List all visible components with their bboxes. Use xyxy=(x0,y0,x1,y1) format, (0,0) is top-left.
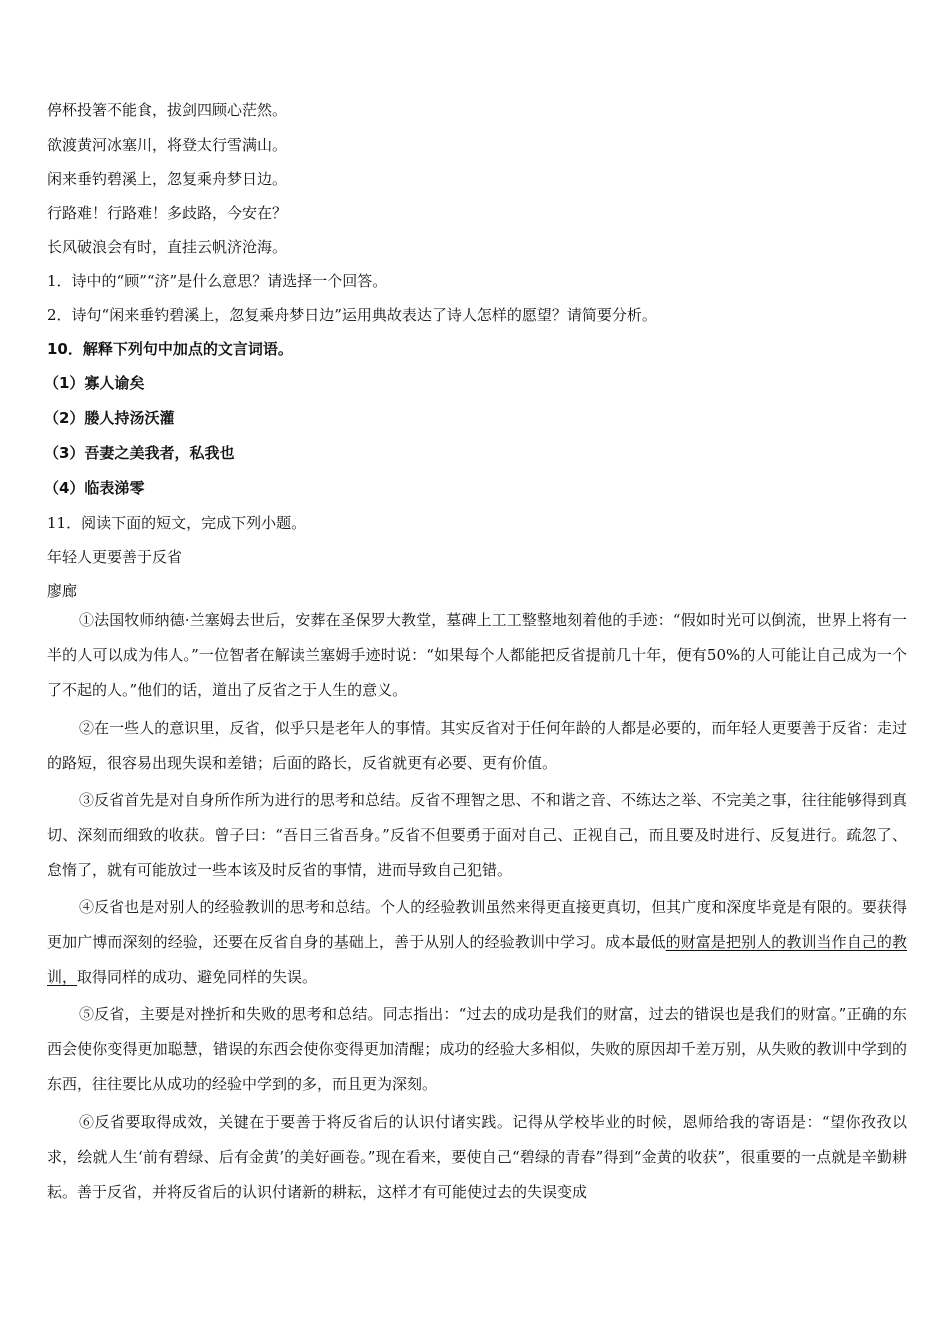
question-9-2: 2．诗句“闲来垂钓碧溪上，忽复乘舟梦日边”运用典故表达了诗人怎样的愿望？请简要分析。 xyxy=(47,306,657,324)
paragraph-4-text: ④反省也是对别人的经验教训的思考和总结。个人的经验教训虽然来得更直接更真切，但其广度和深度毕竟是有限的。要获得更加广博而深刻的经验，还要在反省自身的基础上，善于从别人的经验教训中学习。成本最低 xyxy=(47,898,907,951)
paragraph-4-text-end: 取得同样的成功、避免同样的失误。 xyxy=(77,968,318,986)
poem-line: 行路难！行路难！多歧路，今安在？ xyxy=(47,204,288,222)
question-10-title: 10．解释下列句中加点的文言词语。 xyxy=(47,340,293,358)
question-9-1: 1．诗中的“顾”“济”是什么意思？请选择一个回答。 xyxy=(47,272,388,290)
question-10-item: （3）吾妻之美我者，私我也 xyxy=(44,444,235,462)
essay-title: 年轻人更要善于反省 xyxy=(47,548,183,566)
question-11-intro: 11．阅读下面的短文，完成下列小题。 xyxy=(47,514,307,532)
essay-paragraph-5: ⑤反省，主要是对挫折和失败的思考和总结。同志指出：“过去的成功是我们的财富，过去的错误也是我们的财富。”正确的东西会使你变得更加聪慧，错误的东西会使你变得更加清醒；成功的经验大多相似，失败的原因却千差万别，从失败的教训中学到的东西，往往要比从成功的经验中学到的多，而且更为深刻。 xyxy=(47,1005,907,1093)
underlined-sentence: 的财富是把别人的教训当作自己的教训， xyxy=(47,933,907,986)
question-10-item: （4）临表涕零 xyxy=(44,479,145,497)
question-10-item: （1）寡人谕矣 xyxy=(44,374,145,392)
poem-line: 欲渡黄河冰塞川，将登太行雪满山。 xyxy=(47,136,288,154)
essay-paragraph-6: ⑥反省要取得成效，关键在于要善于将反省后的认识付诸实践。记得从学校毕业的时候，恩师给我的寄语是：“望你孜孜以求，绘就人生‘前有碧绿、后有金黄’的美好画卷。”现在看来，要使自己“碧绿的青春”得到“金黄的收获”，很重要的一点就是辛勤耕耘。善于反省，并将反省后的认识付诸新的耕耘，这样才有可能使过去的失误变成 xyxy=(47,1113,907,1201)
essay-paragraph-4 xyxy=(47,890,907,995)
poem-line: 闲来垂钓碧溪上，忽复乘舟梦日边。 xyxy=(47,170,288,188)
essay-paragraph-2: ②在一些人的意识里，反省，似乎只是老年人的事情。其实反省对于任何年龄的人都是必要的，而年轻人更要善于反省：走过的路短，很容易出现失误和差错；后面的路长，反省就更有必要、更有价值。 xyxy=(47,719,907,772)
poem-line: 停杯投箸不能食，拔剑四顾心茫然。 xyxy=(47,101,288,119)
essay-author: 廖廊 xyxy=(47,582,78,600)
essay-paragraph-1: ①法国牧师纳德·兰塞姆去世后，安葬在圣保罗大教堂，墓碑上工工整整地刻着他的手迹：“假如时光可以倒流，世界上将有一半的人可以成为伟人。”一位智者在解读兰塞姆手迹时说：“如果每个人都能把反省提前几十年，便有50%的人可能让自己成为一个了不起的人。”他们的话，道出了反省之于人生的意义。 xyxy=(47,611,907,699)
poem-line: 长风破浪会有时，直挂云帆济沧海。 xyxy=(47,238,288,256)
essay-paragraph-3: ③反省首先是对自身所作所为进行的思考和总结。反省不理智之思、不和谐之音、不练达之举、不完美之事，往往能够得到真切、深刻而细致的收获。曾子曰：“吾日三省吾身。”反省不但要勇于面对自己、正视自己，而且要及时进行、反复进行。疏忽了、怠惰了，就有可能放过一些本该及时反省的事情，进而导致自己犯错。 xyxy=(47,791,907,879)
question-10-item: （2）媵人持汤沃灌 xyxy=(44,409,175,427)
